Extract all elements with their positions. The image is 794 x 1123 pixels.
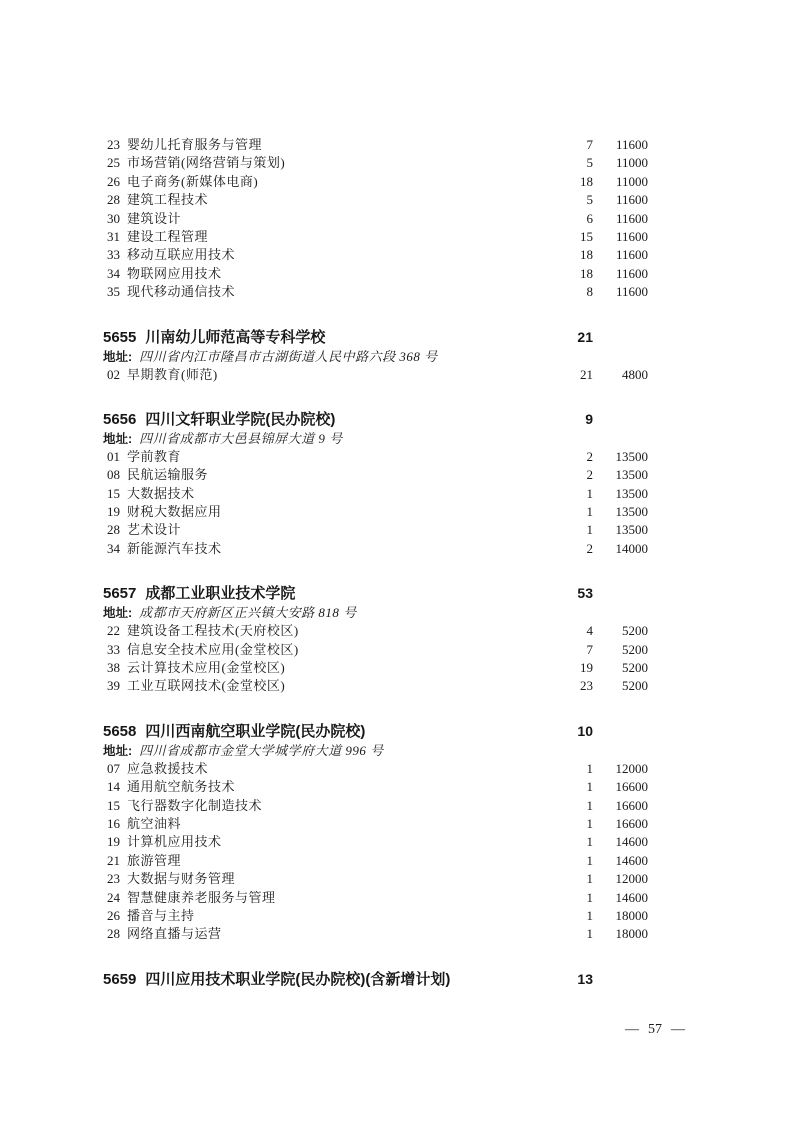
major-number: 01 xyxy=(107,448,120,464)
major-number: 22 xyxy=(107,623,120,639)
school-name: 四川应用技术职业学院(民办院校)(含新增计划) xyxy=(145,970,451,988)
major-name: 建筑设计 xyxy=(127,210,182,226)
major-row xyxy=(103,797,648,815)
major-name: 艺术设计 xyxy=(127,522,182,538)
school-section xyxy=(103,327,648,384)
school-title xyxy=(103,410,557,430)
major-number: 28 xyxy=(107,522,120,538)
major-fee: 11000 xyxy=(615,155,648,171)
major-fee: 11600 xyxy=(615,137,648,152)
major-number: 28 xyxy=(107,926,120,942)
major-count: 21 xyxy=(580,366,593,382)
major-fee: 13500 xyxy=(615,522,648,538)
major-count: 23 xyxy=(580,678,593,694)
major-count: 15 xyxy=(580,228,593,244)
major-name: 智慧健康养老服务与管理 xyxy=(127,889,276,905)
major-name: 建筑设备工程技术(天府校区) xyxy=(127,623,299,639)
major-number: 31 xyxy=(107,228,120,244)
page-number-left-dash: — xyxy=(625,1022,639,1037)
major-fee: 13500 xyxy=(615,448,648,464)
major-name: 早期教育(师范) xyxy=(127,366,218,382)
major-name: 应急救援技术 xyxy=(127,760,209,776)
major-fee: 14000 xyxy=(615,540,648,556)
major-number: 38 xyxy=(107,660,120,676)
major-count: 2 xyxy=(586,540,593,556)
school-section xyxy=(103,969,648,989)
school-address-row xyxy=(103,429,648,448)
major-count: 1 xyxy=(586,760,593,776)
address-label: 地址: xyxy=(103,431,133,446)
major-row xyxy=(103,760,648,778)
major-fee: 16600 xyxy=(615,815,648,831)
major-number: 35 xyxy=(107,284,120,300)
major-name: 信息安全技术应用(金堂校区) xyxy=(127,641,299,657)
major-count: 7 xyxy=(586,137,593,152)
address-text: 四川省内江市隆昌市古湖街道人民中路六段 368 号 xyxy=(139,348,438,364)
major-row xyxy=(103,246,648,264)
school-code: 5658 xyxy=(103,722,137,740)
major-row xyxy=(103,925,648,943)
major-name: 计算机应用技术 xyxy=(127,834,222,850)
major-number: 28 xyxy=(107,192,120,208)
major-fee: 14600 xyxy=(615,834,648,850)
address-label: 地址: xyxy=(103,606,133,621)
major-number: 39 xyxy=(107,678,120,694)
major-fee: 14600 xyxy=(615,889,648,905)
school-header xyxy=(103,409,648,429)
major-number: 24 xyxy=(107,889,120,905)
major-number: 07 xyxy=(107,760,120,776)
major-row xyxy=(103,540,648,558)
major-fee: 13500 xyxy=(615,485,648,501)
page-number-value: 57 xyxy=(648,1022,662,1037)
school-header xyxy=(103,327,648,347)
address-text: 四川省成都市金堂大学城学府大道 996 号 xyxy=(139,742,384,758)
major-count: 1 xyxy=(586,926,593,942)
school-section xyxy=(103,721,648,944)
school-header xyxy=(103,583,648,603)
address-text: 四川省成都市大邑县锦屏大道 9 号 xyxy=(139,430,343,446)
major-row xyxy=(103,448,648,466)
major-number: 26 xyxy=(107,173,120,189)
major-name: 建设工程管理 xyxy=(127,228,209,244)
major-row xyxy=(103,778,648,796)
major-row xyxy=(103,659,648,677)
major-fee: 12000 xyxy=(615,760,648,776)
major-fee: 13500 xyxy=(615,504,648,520)
major-name: 工业互联网技术(金堂校区) xyxy=(127,678,286,694)
major-name: 大数据与财务管理 xyxy=(127,871,236,887)
major-fee: 11600 xyxy=(615,228,648,244)
school-name: 成都工业职业技术学院 xyxy=(145,585,296,603)
major-number: 23 xyxy=(107,137,120,152)
major-row xyxy=(103,228,648,246)
major-name: 网络直播与运营 xyxy=(127,926,222,942)
major-fee: 11000 xyxy=(615,173,648,189)
school-total-count: 10 xyxy=(577,722,593,739)
major-fee: 14600 xyxy=(615,852,648,868)
major-name: 旅游管理 xyxy=(127,852,182,868)
major-fee: 11600 xyxy=(615,284,648,300)
major-name: 飞行器数字化制造技术 xyxy=(127,797,263,813)
page-number xyxy=(600,1022,710,1038)
major-fee: 11600 xyxy=(615,247,648,263)
major-row xyxy=(103,136,648,154)
major-number: 15 xyxy=(107,797,120,813)
major-count: 5 xyxy=(586,155,593,171)
major-fee: 5200 xyxy=(622,660,648,676)
major-count: 7 xyxy=(586,641,593,657)
major-row xyxy=(103,485,648,503)
major-count: 18 xyxy=(580,247,593,263)
major-count: 1 xyxy=(586,852,593,868)
major-row xyxy=(103,889,648,907)
major-name: 建筑工程技术 xyxy=(127,192,209,208)
major-count: 1 xyxy=(586,797,593,813)
major-fee: 5200 xyxy=(622,678,648,694)
school-name: 四川西南航空职业学院(民办院校) xyxy=(145,722,366,740)
major-name: 新能源汽车技术 xyxy=(127,540,222,556)
major-count: 1 xyxy=(586,779,593,795)
major-number: 08 xyxy=(107,467,120,483)
school-code: 5659 xyxy=(103,970,137,988)
school-list xyxy=(103,327,648,989)
major-name: 市场营销(网络营销与策划) xyxy=(127,155,286,171)
major-count: 19 xyxy=(580,660,593,676)
school-section xyxy=(103,583,648,696)
major-name: 婴幼儿托育服务与管理 xyxy=(127,137,263,152)
major-fee: 12000 xyxy=(615,871,648,887)
major-count: 1 xyxy=(586,815,593,831)
major-fee: 4800 xyxy=(622,366,648,382)
continued-major-list xyxy=(103,136,648,302)
address-label: 地址: xyxy=(103,743,133,758)
major-count: 2 xyxy=(586,467,593,483)
major-row xyxy=(103,466,648,484)
major-count: 1 xyxy=(586,871,593,887)
major-count: 2 xyxy=(586,448,593,464)
major-number: 02 xyxy=(107,366,120,382)
major-row xyxy=(103,366,648,384)
school-title xyxy=(103,970,557,990)
major-number: 34 xyxy=(107,265,120,281)
major-number: 25 xyxy=(107,155,120,171)
major-fee: 18000 xyxy=(615,907,648,923)
major-number: 14 xyxy=(107,779,120,795)
major-row xyxy=(103,521,648,539)
major-row xyxy=(103,622,648,640)
school-total-count: 53 xyxy=(577,585,593,602)
major-fee: 5200 xyxy=(622,641,648,657)
school-total-count: 9 xyxy=(585,410,593,427)
major-count: 1 xyxy=(586,834,593,850)
school-total-count: 13 xyxy=(577,970,593,987)
major-row xyxy=(103,677,648,695)
major-number: 15 xyxy=(107,485,120,501)
major-count: 8 xyxy=(586,284,593,300)
address-text: 成都市天府新区正兴镇大安路 818 号 xyxy=(139,605,357,621)
school-header xyxy=(103,721,648,741)
major-count: 18 xyxy=(580,173,593,189)
major-count: 6 xyxy=(586,210,593,226)
major-row xyxy=(103,907,648,925)
major-name: 航空油料 xyxy=(127,815,182,831)
school-total-count: 21 xyxy=(577,328,593,345)
major-count: 18 xyxy=(580,265,593,281)
major-row xyxy=(103,641,648,659)
major-row xyxy=(103,173,648,191)
school-code: 5656 xyxy=(103,410,137,428)
major-row xyxy=(103,210,648,228)
school-title xyxy=(103,722,557,742)
major-name: 电子商务(新媒体电商) xyxy=(127,173,259,189)
major-name: 现代移动通信技术 xyxy=(127,284,236,300)
major-row xyxy=(103,503,648,521)
major-row xyxy=(103,870,648,888)
page-number-right-dash: — xyxy=(671,1022,685,1037)
major-count: 1 xyxy=(586,907,593,923)
major-count: 1 xyxy=(586,889,593,905)
major-number: 33 xyxy=(107,641,120,657)
school-code: 5655 xyxy=(103,328,137,346)
major-number: 26 xyxy=(107,907,120,923)
major-number: 23 xyxy=(107,871,120,887)
major-count: 4 xyxy=(586,623,593,639)
school-code: 5657 xyxy=(103,585,137,603)
major-number: 34 xyxy=(107,540,120,556)
major-row xyxy=(103,191,648,209)
major-fee: 11600 xyxy=(615,192,648,208)
major-name: 学前教育 xyxy=(127,448,182,464)
major-row xyxy=(103,815,648,833)
major-count: 1 xyxy=(586,522,593,538)
major-name: 云计算技术应用(金堂校区) xyxy=(127,660,286,676)
school-header xyxy=(103,969,648,989)
major-number: 16 xyxy=(107,815,120,831)
major-fee: 18000 xyxy=(615,926,648,942)
major-fee: 11600 xyxy=(615,210,648,226)
school-address-row xyxy=(103,741,648,760)
major-row xyxy=(103,833,648,851)
major-name: 物联网应用技术 xyxy=(127,265,222,281)
school-name: 川南幼儿师范高等专科学校 xyxy=(145,328,326,346)
major-name: 大数据技术 xyxy=(127,485,195,501)
major-count: 1 xyxy=(586,485,593,501)
school-address-row xyxy=(103,603,648,622)
major-name: 移动互联应用技术 xyxy=(127,247,236,263)
major-name: 播音与主持 xyxy=(127,907,195,923)
major-fee: 11600 xyxy=(615,265,648,281)
address-label: 地址: xyxy=(103,349,133,364)
major-row xyxy=(103,265,648,283)
major-fee: 5200 xyxy=(622,623,648,639)
major-fee: 16600 xyxy=(615,797,648,813)
school-title xyxy=(103,584,557,604)
major-name: 民航运输服务 xyxy=(127,467,209,483)
major-name: 通用航空航务技术 xyxy=(127,779,236,795)
major-number: 19 xyxy=(107,504,120,520)
major-number: 30 xyxy=(107,210,120,226)
major-row xyxy=(103,852,648,870)
major-fee: 13500 xyxy=(615,467,648,483)
major-number: 19 xyxy=(107,834,120,850)
school-title xyxy=(103,328,557,348)
school-name: 四川文轩职业学院(民办院校) xyxy=(145,410,336,428)
major-number: 33 xyxy=(107,247,120,263)
major-count: 1 xyxy=(586,504,593,520)
major-number: 21 xyxy=(107,852,120,868)
major-fee: 16600 xyxy=(615,779,648,795)
school-section xyxy=(103,409,648,558)
page-content xyxy=(103,136,648,989)
school-address-row xyxy=(103,347,648,366)
major-row xyxy=(103,154,648,172)
major-count: 5 xyxy=(586,192,593,208)
major-row xyxy=(103,283,648,301)
major-name: 财税大数据应用 xyxy=(127,504,222,520)
